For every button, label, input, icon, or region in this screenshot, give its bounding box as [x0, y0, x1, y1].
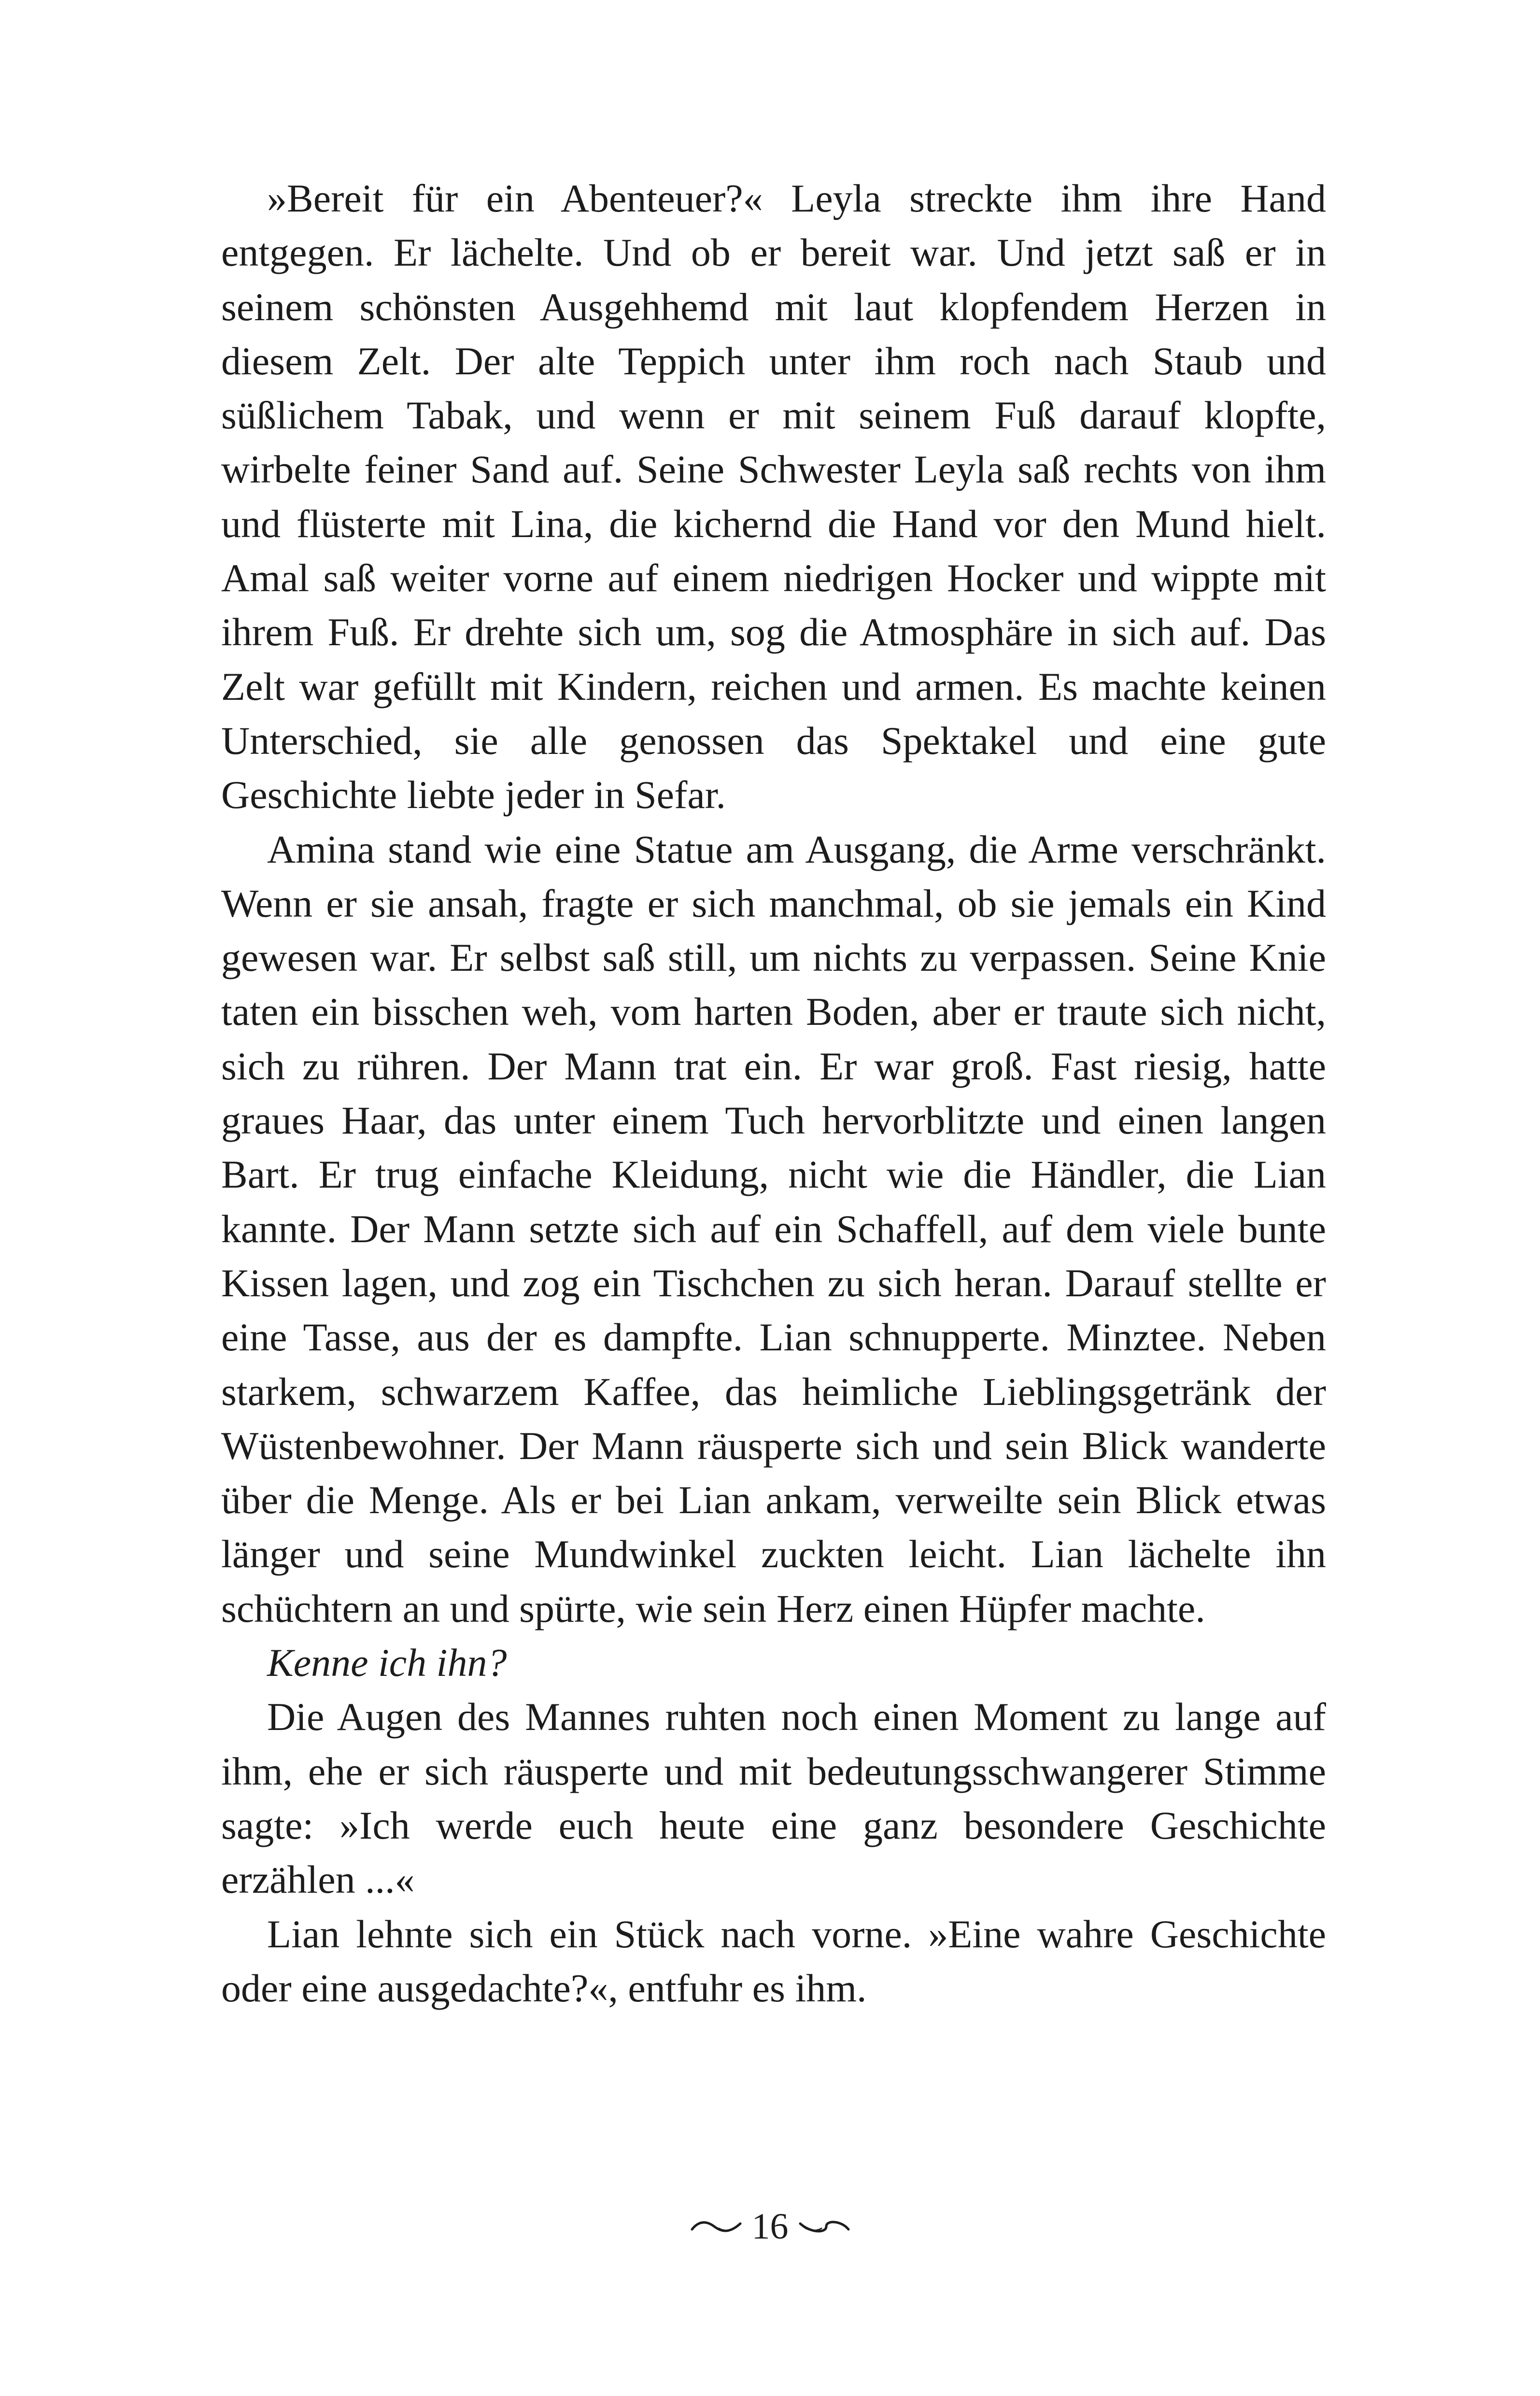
paragraph-5: Lian lehnte sich ein Stück nach vorne. »Eine wahre Geschichte oder eine ausgedachte?«, entfuhr es ihm. [221, 1912, 1326, 2010]
paragraph-3-italic-thought: Kenne ich ihn? [267, 1641, 507, 1685]
body-text [221, 171, 1326, 2015]
page-footer [0, 2202, 1540, 2251]
tilde-swash-left-icon [690, 2217, 743, 2236]
paragraph-1: »Bereit für ein Abenteuer?« Leyla streckte ihm ihre Hand entgegen. Er lächelte. Und ob er bereit war. Und jetzt saß er in seinem schönsten Ausgehhemd mit laut klopfendem Herzen in diesem Zelt. Der alte Teppich unter ihm roch nach Staub und süßlichem Tabak, und wenn er mit seinem Fuß darauf klopfte, wirbelte feiner Sand auf. Seine Schwester Leyla saß rechts von ihm und flüsterte mit Lina, die kichernd die Hand vor den Mund hielt. Amal saß weiter vorne auf einem niedrigen Hocker und wippte mit ihrem Fuß. Er drehte sich um, sog die Atmosphäre in sich auf. Das Zelt war gefüllt mit Kindern, reichen und armen. Es machte keinen Unterschied, sie alle genossen das Spektakel und eine gute Geschichte liebte jeder in Sefar. [221, 176, 1326, 817]
tilde-swash-right-icon [797, 2217, 850, 2236]
page-number: 16 [751, 2206, 789, 2247]
paragraph-4: Die Augen des Mannes ruhten noch einen Moment zu lange auf ihm, ehe er sich räusperte und mit bedeutungsschwangerer Stimme sagte: »Ich werde euch heute eine ganz besondere Geschichte erzählen ...« [221, 1695, 1326, 1902]
paragraph-2: Amina stand wie eine Statue am Ausgang, die Arme verschränkt. Wenn er sie ansah, fragte er sich manchmal, ob sie jemals ein Kind gewesen war. Er selbst saß still, um nichts zu verpassen. Seine Knie taten ein bisschen weh, vom harten Boden, aber er traute sich nicht, sich zu rühren. Der Mann trat ein. Er war groß. Fast riesig, hatte graues Haar, das unter einem Tuch hervorblitzte und einen langen Bart. Er trug einfache Kleidung, nicht wie die Händler, die Lian kannte. Der Mann setzte sich auf ein Schaffell, auf dem viele bunte Kissen lagen, und zog ein Tischchen zu sich heran. Darauf stellte er eine Tasse, aus der es dampfte. Lian schnupperte. Minztee. Neben starkem, schwarzem Kaffee, das heimliche Lieblingsgetränk der Wüstenbewohner. Der Mann räusperte sich und sein Blick wanderte über die Menge. Als er bei Lian ankam, verweilte sein Blick etwas länger und seine Mundwinkel zuckten leicht. Lian lächelte ihn schüchtern an und spürte, wie sein Herz einen Hüpfer machte. [221, 827, 1326, 1630]
